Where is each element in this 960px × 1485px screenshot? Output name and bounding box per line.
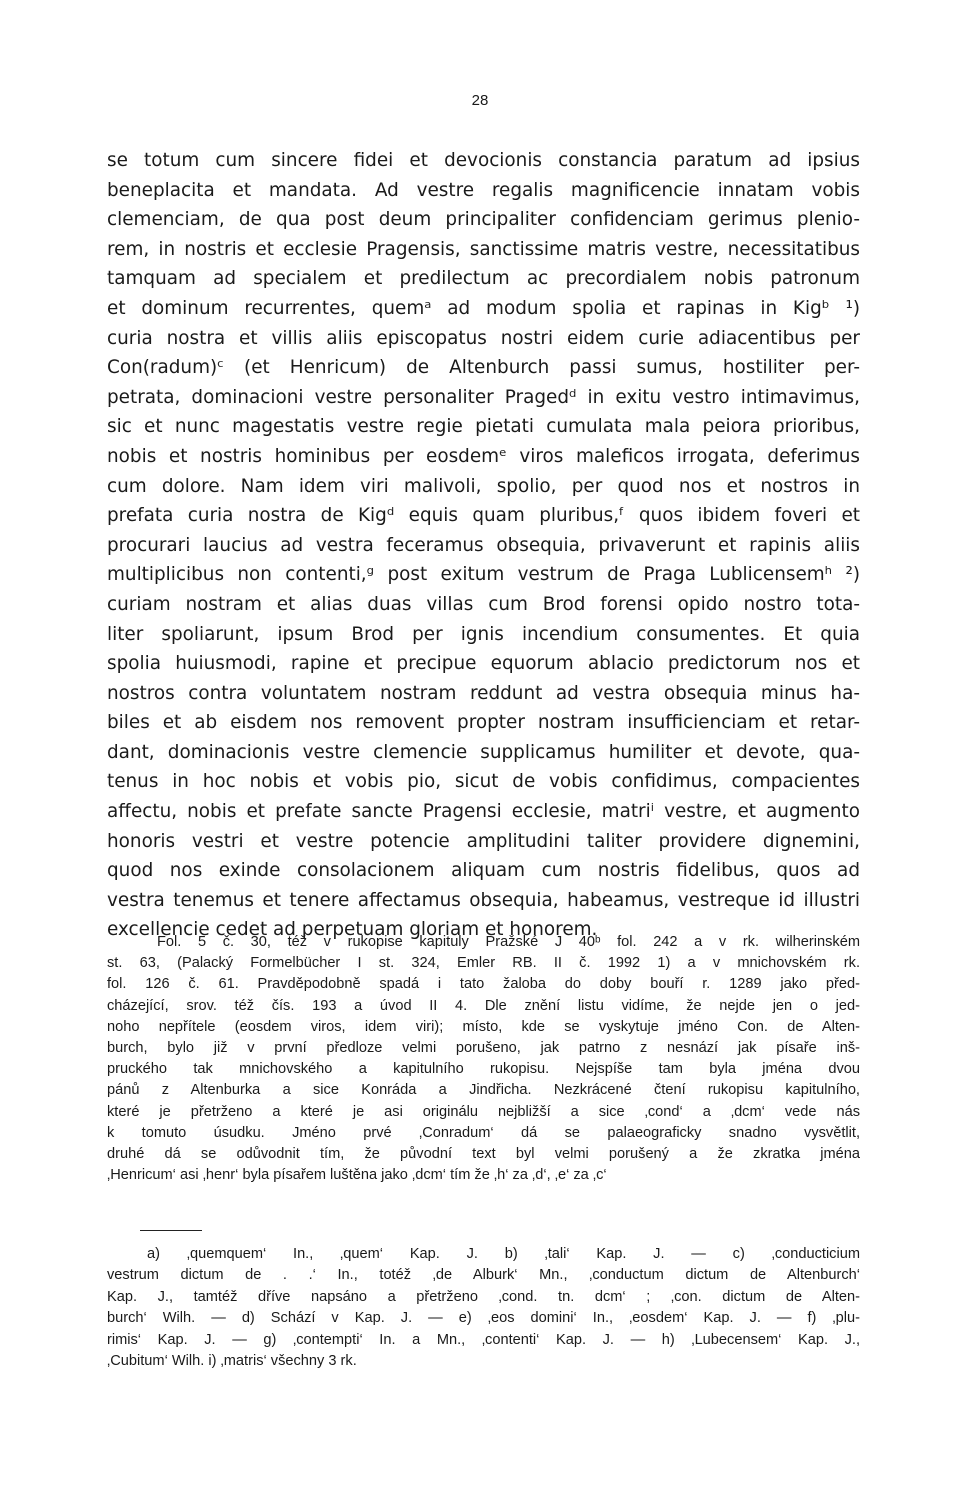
commentary-line: pruckého tak mnichovského a kapitulního rukopisu. Nejspíše tam byla jména dvou [107,1061,860,1078]
page-number: 28 [471,92,489,109]
text-line: rem, in nostris et ecclesie Pragensis, sanctissime matris vestre, necessitatibus [107,238,860,260]
footnote-line: ‚Cubitum‘ Wilh. i) ‚matris‘ všechny 3 rk. [107,1353,357,1370]
text-line: prefata curia nostra de Kigᵈ equis quam pluribus,ᶠ quos ibidem foveri et [107,505,860,527]
commentary-line: fol. 126 č. 61. Pravděpodobně spadá i tato žaloba do doby bouří r. 1289 jako před- [107,976,860,993]
footnote-line: burch‘ Wilh. — d) Schází v Kap. J. — e) ‚eos domini‘ In., ‚eosdem‘ Kap. J. — f) ‚plu- [107,1310,860,1327]
commentary-line: Fol. 5 č. 30, též v rukopise kapituly Pražské J 40ᵇ fol. 242 a v rk. wilherinském [157,934,860,950]
commentary-line: ‚Henricum‘ asi ‚henr‘ byla písařem luštěna jako ‚dcm‘ tím že ‚h‘ za ‚d‘, ‚e‘ za ‚c‘ [107,1167,607,1184]
commentary-line: které je přetrženo a které je asi originálu nejbližší a sice ‚cond‘ a ‚dcm‘ vede nás [107,1103,860,1120]
text-line: tamquam ad specialem et predilectum ac precordialem nobis patronum [107,268,860,290]
footnote-line: vestrum dictum de . .‘ In., totéž ‚de Alburk‘ Mn., ‚conductum dictum de Altenburch‘ [107,1267,860,1284]
commentary-line: pánů z Altenburka a sice Konráda a Jindřicha. Nezkrácené čtení rukopisu kapitulního, [107,1082,860,1099]
text-line: curiam nostram et alias duas villas cum Brod forensi opido nostro tota- [107,593,860,615]
commentary-line: cházející, srov. též čís. 193 a úvod II 4. Dle znění listu vidíme, že nejde jen o jed- [107,997,860,1014]
commentary-line: k tomuto úsudku. Jméno prvé ‚Conradum‘ dá se palaeograficky snadno vysvětlit, [107,1124,860,1141]
footnote-divider [140,1230,202,1231]
text-line: petrata, dominacioni vestre personaliter Pragedᵈ in exitu vestro intimavimus, [107,386,860,408]
commentary-line: burch, bylo již v první předloze velmi porušeno, jak patrno z nesnází jak písaře inš- [107,1040,860,1057]
text-line: nobis et nostris hominibus per eosdemᵉ viros maleficos irrogata, deferimus [107,445,860,467]
text-line: biles et ab eisdem nos removent propter nostram insufficienciam et retar- [107,712,860,734]
footnote-line: Kap. J., tamtéž dříve napsáno a přetrženo ‚cond. tn. dcm‘ ; ‚con. dictum de Alten- [107,1288,860,1305]
commentary-line: noho nepřítele (eosdem viros, idem viri); místo, kde se vyskytuje jméno Con. de Alten- [107,1018,860,1035]
text-line: sic et nunc magestatis vestre regie pietati cumulata mala peiora prioribus, [107,416,860,438]
text-line: dant, dominacionis vestre clemencie supplicamus humiliter et devote, qua- [107,741,860,763]
text-line: spolia huiusmodi, rapine et precipue equorum ablacio predictorum nos et [107,653,860,675]
text-line: affectu, nobis et prefate sancte Pragensi ecclesie, matriⁱ vestre, et augmento [107,801,860,823]
commentary-line: druhé dá se odůvodnit tím, že původní text byl velmi porušený a že zkratka jména [107,1146,860,1163]
text-line: nostros contra voluntatem nostram reddunt ad vestra obsequia minus ha- [107,682,860,704]
footnote-line: a) ‚quemquem‘ In., ‚quem‘ Kap. J. b) ‚tali‘ Kap. J. — c) ‚conducticium [147,1246,860,1262]
text-line: vestra tenemus et tenere affectamus obsequia, habeamus, vestreque id illustri [107,889,860,911]
text-line: multiplicibus non contenti,ᵍ post exitum vestrum de Praga Lublicensemʰ ²) [107,564,860,586]
text-line: cum dolore. Nam idem viri malivoli, spolio, per quod nos et nostros in [107,475,860,497]
text-line: excellencie cedet ad perpetuam gloriam et honorem. [107,919,598,941]
text-line: quod nos exinde consolacionem aliquam cum nostris fidelibus, quos ad [107,860,860,882]
text-line: et dominum recurrentes, quemᵃ ad modum spolia et rapinas in Kigᵇ ¹) [107,297,860,319]
editorial-commentary [107,932,860,1186]
text-line: liter spoliarunt, ipsum Brod per ignis incendium consumentes. Et quia [107,623,860,645]
text-line: procurari laucius ad vestra feceramus obsequia, privaverunt et rapinis aliis [107,534,860,556]
text-line: honoris vestri et vestre potencie amplitudini taliter providere dignemini, [107,830,860,852]
text-line: clemenciam, de qua post deum principaliter confidenciam gerimus plenio- [107,209,860,231]
main-text [107,146,860,945]
text-line: curia nostra et villis aliis episcopatus nostri eidem curie adiacentibus per [107,327,860,349]
text-line: tenus in hoc nobis et vobis pio, sicut de vobis confidimus, compacientes [107,771,860,793]
footnotes [107,1244,860,1372]
text-line: se totum cum sincere fidei et devocionis constancia paratum ad ipsius [107,150,860,171]
text-line: Con(radum)ᶜ (et Henricum) de Altenburch passi sumus, hostiliter per- [107,357,860,379]
footnote-line: rimis‘ Kap. J. — g) ‚contempti‘ In. a Mn., ‚contenti‘ Kap. J. — h) ‚Lubecensem‘ Kap. J., [107,1331,860,1348]
text-line: beneplacita et mandata. Ad vestre regalis magnificencie innatam vobis [107,179,860,201]
commentary-line: st. 63, (Palacký Formelbücher I st. 324, Emler RB. II č. 1992 1) a v mnichovském rk. [107,955,860,972]
